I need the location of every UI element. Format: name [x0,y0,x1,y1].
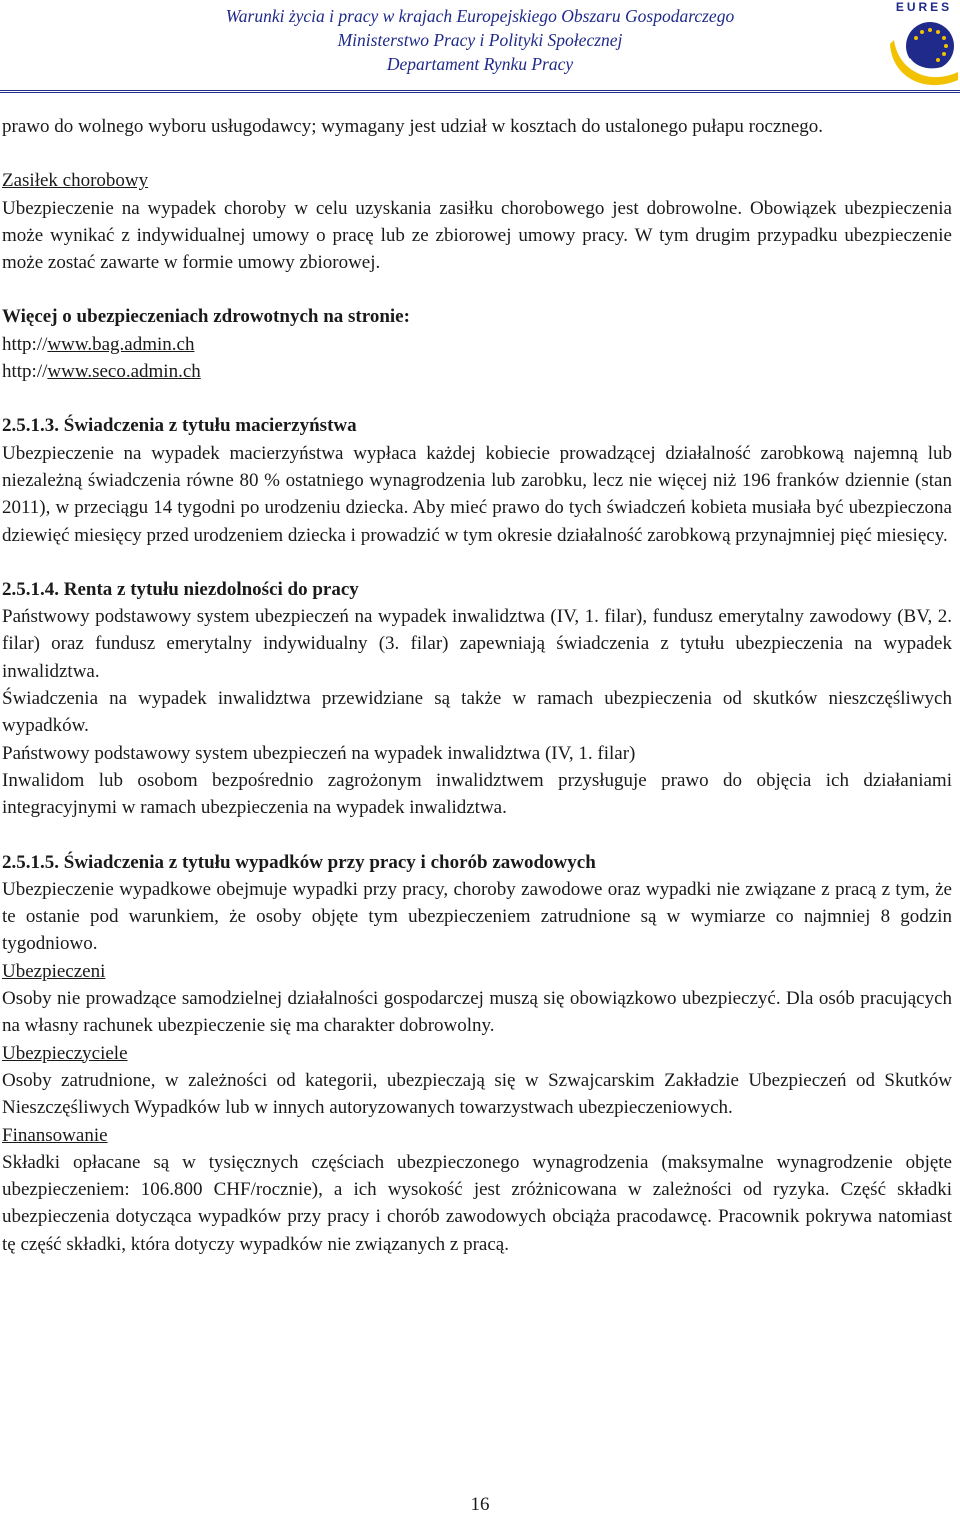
insured-heading: Ubezpieczeni [2,960,106,982]
link-seco-address[interactable]: www.seco.admin.ch [47,361,201,383]
financing-heading: Finansowanie [2,1124,108,1146]
intro-paragraph: prawo do wolnego wyboru usługodawcy; wymagany jest udział w kosztach do ustalonego pułapu rocznego. [2,116,824,137]
header-text-block [190,4,770,76]
header-department: Departament Rynku Pracy [386,54,574,74]
page-number: 16 [470,1494,490,1515]
accidents-heading: 2.5.1.5. Świadczenia z tytułu wypadków przy pracy i chorób zawodowych [2,851,596,873]
link-bag[interactable] [2,331,952,358]
financing-paragraph: Składki opłacane są w tysięcznych częściach ubezpieczonego wynagrodzenia (maksymalne wynagrodzenie objęte ubezpieczeniem: 106.800 CHF/rocznie), a ich wysokość jest zróżnicowana w zależności od ryzyka. Część składki ubezpieczenia dotycząca wypadków przy pracy i chorób zawodowych obciąża pracodawcę. Pracownik pokrywa natomiast tę część składki, która dotyczy wypadków nie związanych z pracą. [2,1151,952,1255]
link-bag-prefix: http:// [2,333,48,355]
disability-paragraph-3: Państwowy podstawowy system ubezpieczeń na wypadek inwalidztwa (IV, 1. filar) [2,742,636,764]
disability-paragraph-4: Inwalidom lub osobom bezpośrednio zagrożonym inwalidztwem przysługuje prawo do objęcia ich działaniami integracyjnymi w ramach ubezpieczenia na wypadek inwalidztwa. [2,769,952,819]
disability-heading: 2.5.1.4. Renta z tytułu niezdolności do pracy [2,578,359,600]
page-header [0,0,960,96]
maternity-paragraph: Ubezpieczenie na wypadek macierzyństwa wypłaca każdej kobiecie prowadzącej działalność zarobkową najemną lub niezależną świadczenia równe 80 % ostatniego wynagrodzenia lub zarobku, lecz nie więcej niż 196 franków dziennie (stan 2011), w przeciągu 14 tygodni po urodzeniu dziecka. Aby mieć prawo do tych świadczeń kobieta musiała być ubezpieczona dziewięć miesięcy przed urodzeniem dziecka i prowadzić w tym okresie działalność zarobkową przynajmniej pięć miesięcy. [2,442,952,546]
sickness-heading: Zasiłek chorobowy [2,170,149,192]
accidents-paragraph: Ubezpieczenie wypadkowe obejmuje wypadki przy pracy, choroby zawodowe oraz wypadki nie związane z pracą z tym, że te ostanie pod warunkiem, że osoby objęte tym ubezpieczeniem zatrudnione są w wymiarze co najmniej 8 godzin tygodniowo. [2,878,952,955]
insurers-heading: Ubezpieczyciele [2,1042,128,1064]
header-divider [0,90,960,93]
link-bag-address[interactable]: www.bag.admin.ch [47,333,195,355]
insurers-paragraph: Osoby zatrudnione, w zależności od kategorii, ubezpieczają się w Szwajcarskim Zakładzie Ubezpieczeń od Skutków Nieszczęśliwych Wypadków lub w innych autoryzowanych towarzystwach ubezpieczeniowych. [2,1069,952,1119]
header-ministry: Ministerstwo Pracy i Polityki Społecznej [337,30,623,50]
link-seco[interactable] [2,358,952,385]
more-info-heading: Więcej o ubezpieczeniach zdrowotnych na stronie: [2,306,410,328]
document-body [2,113,952,1258]
maternity-heading: 2.5.1.3. Świadczenia z tytułu macierzyństwa [2,415,357,437]
disability-paragraph-1: Państwowy podstawowy system ubezpieczeń na wypadek inwalidztwa (IV, 1. filar), fundusz emerytalny zawodowy (BV, 2. filar) oraz fundusz emerytalny indywidualny (3. filar) zapewniają świadczenia z tytułu ubezpieczenia na wypadek inwalidztwa. [2,606,952,682]
eures-logo [888,0,960,88]
header-title: Warunki życia i pracy w krajach Europejskiego Obszaru Gospodarczego [225,6,735,26]
sickness-paragraph: Ubezpieczenie na wypadek choroby w celu uzyskania zasiłku chorobowego jest dobrowolne. Obowiązek ubezpieczenia może wynikać z indywidualnej umowy o pracę lub ze zbiorowej umowy pracy. W tym drugim przypadku ubezpieczenie może zostać zawarte w formie umowy zbiorowej. [2,197,952,274]
link-seco-prefix: http:// [2,361,48,383]
disability-paragraph-2: Świadczenia na wypadek inwalidztwa przewidziane są także w ramach ubezpieczenia od skutków nieszczęśliwych wypadków. [2,688,952,737]
eures-logo-text: EURES [895,0,953,14]
insured-paragraph: Osoby nie prowadzące samodzielnej działalności gospodarczej muszą się obowiązkowo ubezpieczyć. Dla osób pracujących na własny rachunek ubezpieczenie się ma charakter dobrowolny. [2,988,952,1037]
